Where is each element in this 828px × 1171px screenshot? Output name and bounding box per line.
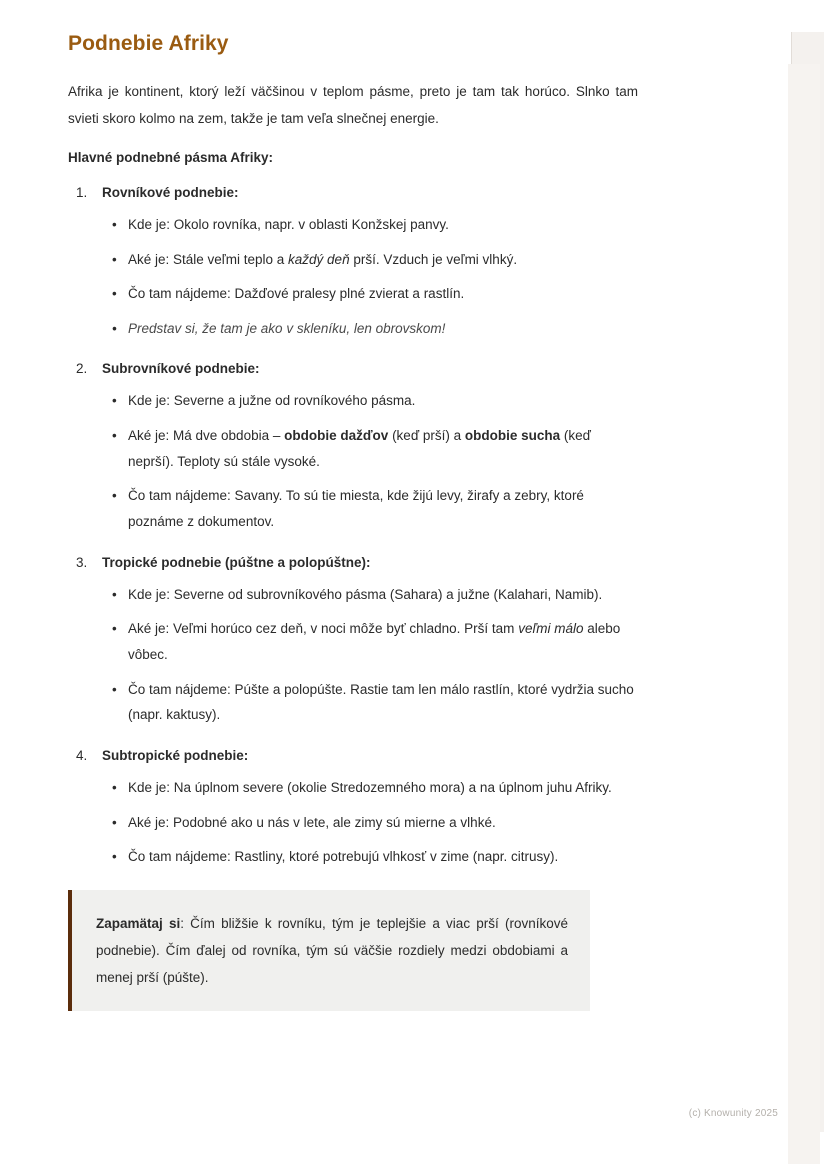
section-heading: Hlavné podnebné pásma Afriky: (68, 149, 274, 165)
scrollbar-thumb[interactable] (788, 64, 820, 1164)
page-title: Podnebie Afriky (68, 32, 229, 55)
climate-zone-name: Rovníkové podnebie: (102, 184, 239, 200)
climate-zone-facts (102, 212, 638, 342)
climate-zone-name: Tropické podnebie (púštne a polopúštne): (102, 554, 371, 570)
watermark: (c) Knowunity 2025 (688, 1108, 778, 1119)
list-item: • Aké je: Stále veľmi teplo a každý deň prší. Vzduch je veľmi vlhký. (128, 247, 638, 273)
remember-callout (68, 890, 590, 1011)
climate-zone-facts (102, 582, 638, 728)
list-item: • Kde je: Na úplnom severe (okolie Stredozemného mora) a na úplnom juhu Afriky. (128, 775, 638, 801)
climate-zone-list (68, 185, 638, 870)
list-item (102, 555, 638, 728)
list-item: • Čo tam nájdeme: Dažďové pralesy plné zvierat a rastlín. (128, 281, 638, 307)
climate-zone-name: Subrovníkové podnebie: (102, 361, 260, 377)
remember-label: Zapamätaj si (96, 915, 181, 931)
intro-paragraph: Afrika je kontinent, ktorý leží väčšinou v teplom pásme, preto je tam tak horúco. Slnko tam svieti skoro kolmo na zem, takže je tam veľa slnečnej energie. (68, 84, 638, 126)
list-item: • Kde je: Okolo rovníka, napr. v oblasti Konžskej panvy. (128, 212, 638, 238)
list-item: • Aké je: Veľmi horúco cez deň, v noci môže byť chladno. Prší tam veľmi málo alebo vôbec. (128, 616, 638, 667)
list-item (102, 185, 638, 342)
document-content (68, 30, 638, 1011)
list-item (102, 748, 638, 870)
list-item: • Aké je: Podobné ako u nás v lete, ale zimy sú mierne a vlhké. (128, 810, 638, 836)
climate-zone-facts (102, 775, 638, 870)
remember-text: : Čím bližšie k rovníku, tým je teplejšie a viac prší (rovníkové podnebie). Čím ďalej od rovníka, tým sú väčšie rozdiely medzi obdobiami a menej prší (púšte). (96, 915, 568, 985)
list-item: • Aké je: Má dve obdobia – obdobie dažďov (keď prší) a obdobie sucha (keď neprší). Teploty sú stále vysoké. (128, 423, 638, 474)
scrollbar[interactable] (791, 32, 824, 1132)
list-item: • Kde je: Severne od subrovníkového pásma (Sahara) a južne (Kalahari, Namib). (128, 582, 638, 608)
climate-zone-name: Subtropické podnebie: (102, 747, 249, 763)
list-item: • Predstav si, že tam je ako v skleníku, len obrovskom! (128, 316, 638, 342)
list-item: • Kde je: Severne a južne od rovníkového pásma. (128, 388, 638, 414)
list-item: • Čo tam nájdeme: Savany. To sú tie miesta, kde žijú levy, žirafy a zebry, ktoré poznáme z dokumentov. (128, 483, 638, 534)
list-item (102, 361, 638, 534)
climate-zone-facts (102, 388, 638, 534)
list-item: • Čo tam nájdeme: Púšte a polopúšte. Rastie tam len málo rastlín, ktoré vydržia sucho (napr. kaktusy). (128, 677, 638, 728)
list-item: • Čo tam nájdeme: Rastliny, ktoré potrebujú vlhkosť v zime (napr. citrusy). (128, 844, 638, 870)
